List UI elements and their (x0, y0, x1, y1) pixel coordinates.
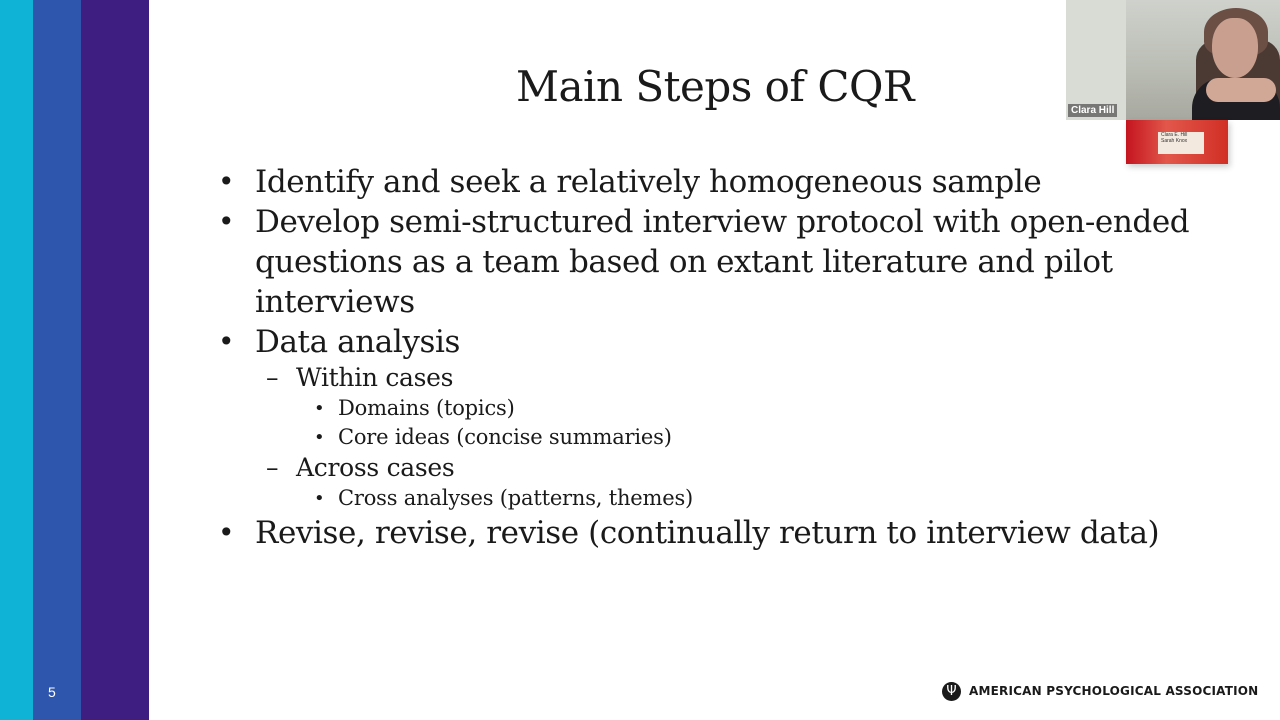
dash-icon: – (266, 363, 279, 392)
sub-bullet-text: Across cases (296, 453, 455, 482)
bullet-item (218, 202, 1218, 322)
bullet-item (218, 162, 1218, 202)
participant-video-tile[interactable] (1066, 0, 1280, 120)
sub-sub-bullet-text: Core ideas (concise summaries) (338, 425, 672, 449)
organization-name: AMERICAN PSYCHOLOGICAL ASSOCIATION (969, 684, 1259, 698)
apa-logo (942, 680, 1258, 702)
sub-bullet-item (218, 362, 1218, 394)
psi-logo-icon: Ψ (942, 682, 961, 701)
bullet-icon: • (314, 427, 325, 448)
bullet-text: Revise, revise, revise (continually return to interview data) (255, 515, 1160, 551)
sub-sub-bullet-text: Domains (topics) (338, 396, 515, 420)
bullet-icon: • (218, 325, 235, 358)
slide-title: Main Steps of CQR (515, 62, 915, 111)
bullet-text: Develop semi-structured interview protocol with open-ended questions as a team based on extant literature and pilot interviews (255, 204, 1190, 320)
dash-icon: – (266, 453, 279, 482)
sub-bullet-text: Within cases (296, 363, 454, 392)
bullet-item (218, 322, 1218, 362)
sub-sub-bullet-text: Cross analyses (patterns, themes) (338, 486, 694, 510)
video-person-hands (1206, 78, 1276, 102)
bullet-text: Data analysis (255, 324, 461, 360)
book-cover-image (1126, 120, 1228, 164)
video-background (1066, 0, 1126, 120)
left-stripe-cyan (0, 0, 33, 720)
sub-bullet-item (218, 452, 1218, 484)
sub-sub-bullet-item (218, 484, 1218, 513)
bullet-icon: • (218, 205, 235, 238)
bullet-icon: • (314, 398, 325, 419)
book-author-2: Sarah Knox (1161, 138, 1188, 144)
bullet-icon: • (314, 488, 325, 509)
slide-number: 5 (48, 684, 56, 700)
sub-sub-bullet-item (218, 423, 1218, 452)
bullet-icon: • (218, 516, 235, 549)
bullet-text: Identify and seek a relatively homogeneous sample (255, 164, 1042, 200)
book-author-1: Clara E. Hill (1161, 132, 1188, 138)
bullet-item (218, 513, 1218, 553)
left-stripe-purple (81, 0, 149, 720)
participant-name-label: Clara Hill (1068, 104, 1117, 117)
book-label (1158, 132, 1204, 154)
bullet-icon: • (218, 165, 235, 198)
left-stripe-blue (33, 0, 81, 720)
sub-sub-bullet-item (218, 394, 1218, 423)
video-person-head (1212, 18, 1258, 78)
slide-content (218, 162, 1218, 553)
